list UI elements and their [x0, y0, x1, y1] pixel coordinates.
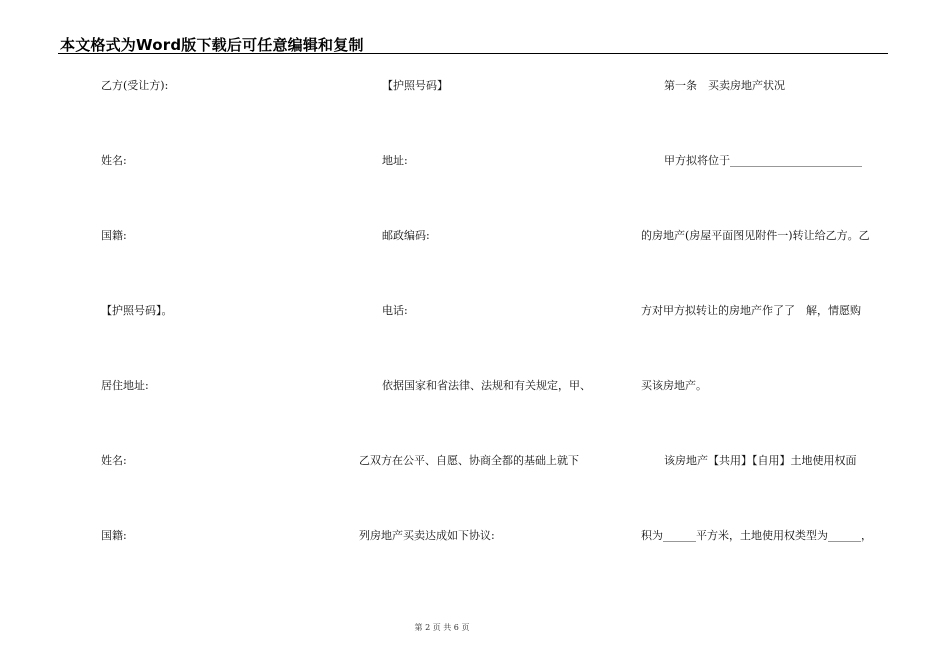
nationality-label-2: 国籍:	[101, 529, 127, 542]
document-header-title: 本文格式为Word版下载后可任意编辑和复制	[60, 36, 364, 54]
land-use-right-line-2: 积为______平方米，土地使用权类型为______，	[641, 529, 872, 542]
header-divider	[58, 53, 888, 54]
agreement-intro-line-1: 依据国家和省法律、法规和有关规定，甲、	[382, 379, 591, 392]
passport-number-text: 【护照号码】。	[101, 304, 173, 317]
property-transfer-line: 的房地产(房屋平面图见附件一)转让给乙方。乙	[641, 229, 870, 242]
article-one-heading: 第一条 买卖房地产状况	[664, 79, 785, 92]
property-purchase-line: 买该房地产。	[641, 379, 707, 392]
land-use-right-line-1: 该房地产【共用】【自用】土地使用权面	[664, 454, 857, 467]
name-label: 姓名:	[101, 154, 127, 167]
agreement-intro-line-2: 乙双方在公平、自愿、协商全都的基础上就下	[359, 454, 579, 467]
phone-label: 电话:	[382, 304, 408, 317]
property-location-line: 甲方拟将位于________________________	[664, 154, 862, 167]
address-label: 地址:	[382, 154, 408, 167]
page-number-footer: 第 2 页 共 6 页	[414, 623, 470, 632]
property-understanding-line: 方对甲方拟转让的房地产作了了 解，情愿购	[641, 304, 861, 317]
residence-address-label: 居住地址:	[101, 379, 149, 392]
name-label-2: 姓名:	[101, 454, 127, 467]
passport-number-heading: 【护照号码】	[382, 79, 448, 92]
nationality-label: 国籍:	[101, 229, 127, 242]
agreement-intro-line-3: 列房地产买卖达成如下协议:	[359, 529, 495, 542]
postal-code-label: 邮政编码:	[382, 229, 430, 242]
party-b-heading: 乙方(受让方):	[101, 79, 169, 92]
